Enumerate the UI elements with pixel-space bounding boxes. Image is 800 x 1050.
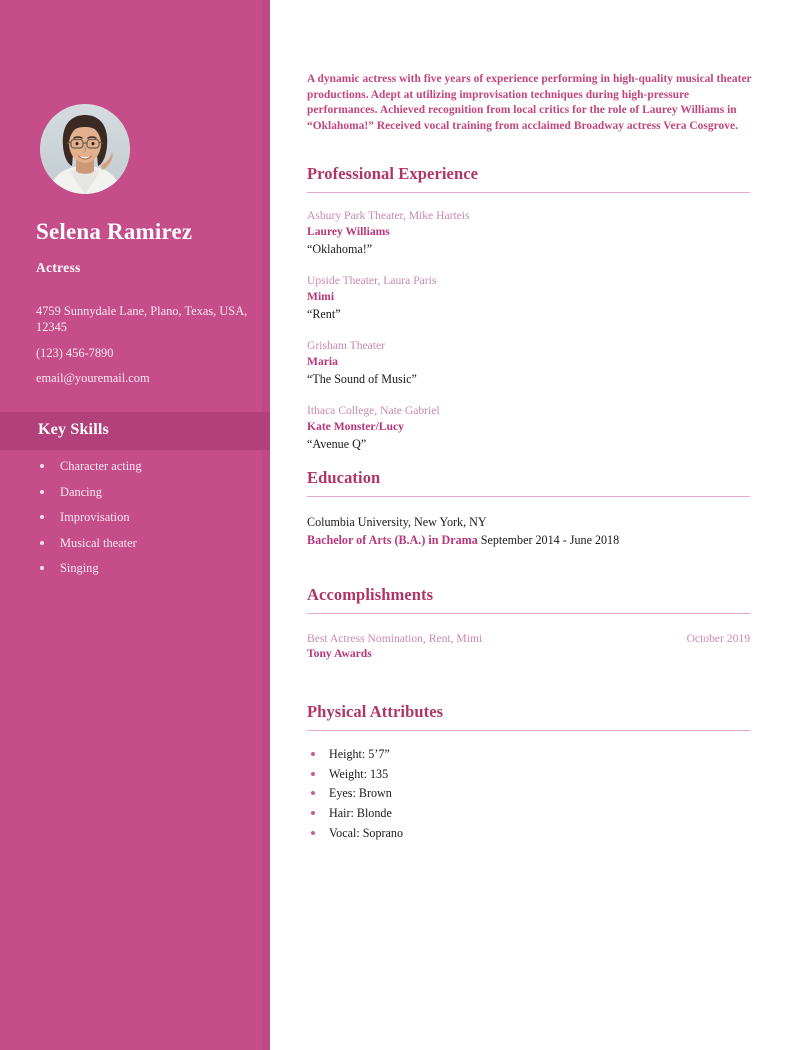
experience-organization: Ithaca College, Nate Gabriel [307, 404, 440, 417]
section-heading: Physical Attributes [307, 702, 444, 721]
section-heading: Accomplishments [307, 585, 434, 604]
contact-email: email@youremail.com [36, 371, 150, 386]
experience-role: Maria [307, 354, 338, 368]
accomplishment-title: Best Actress Nomination, Rent, Mimi [307, 632, 483, 646]
experience-entry [307, 209, 750, 258]
section-professional-experience [307, 165, 750, 453]
experience-production: “Avenue Q” [307, 436, 367, 451]
accomplishment-organization: Tony Awards [307, 647, 372, 661]
experience-production: “Rent” [307, 306, 341, 321]
experience-organization: Upside Theater, Laura Paris [307, 274, 437, 288]
contact-details [36, 303, 251, 387]
list-item: Hair: Blonde [307, 807, 750, 819]
experience-production: “The Sound of Music” [307, 371, 417, 386]
avatar [40, 104, 130, 194]
sidebar-edge-strip [262, 0, 270, 1050]
key-skills-list [38, 460, 253, 588]
profile-photo-icon [40, 104, 130, 194]
list-item: Weight: 135 [307, 768, 750, 780]
experience-organization: Asbury Park Theater, Mike Harteis [307, 209, 470, 223]
accomplishment-entry [307, 631, 750, 663]
section-divider [307, 730, 750, 731]
contact-address: 4759 Sunnydale Lane, Plano, Texas, USA, 12345 [36, 304, 248, 335]
education-degree: Bachelor of Arts (B.A.) in Drama [307, 532, 478, 547]
section-divider [307, 192, 750, 193]
experience-entry [307, 339, 750, 388]
physical-attributes-list [307, 748, 750, 838]
section-divider [307, 613, 750, 614]
job-title: Actress [36, 260, 81, 275]
education-entry [307, 514, 750, 549]
list-item: Eyes: Brown [307, 787, 750, 799]
section-divider [307, 496, 750, 497]
experience-role: Mimi [307, 289, 335, 303]
experience-organization: Grisham Theater [307, 339, 386, 353]
section-physical-attributes [307, 703, 750, 846]
experience-role: Laurey Williams [307, 224, 390, 238]
education-degree-line [307, 532, 750, 550]
experience-production: “Oklahoma!” [307, 241, 373, 256]
list-item: Height: 5’7” [307, 748, 750, 760]
accomplishment-header-row [307, 631, 750, 646]
accomplishment-date: October 2019 [686, 632, 750, 646]
section-heading: Professional Experience [307, 164, 479, 183]
sidebar [0, 0, 270, 1050]
list-item: Musical theater [38, 537, 253, 549]
list-item: Character acting [38, 460, 253, 472]
professional-summary: A dynamic actress with five years of experience performing in high-quality musical theater productions. Adept at utilizing improvisation techniques during high-pressure performances. Achieved recognition from local critics for the role of Laurey Williams in “Oklahoma!” Received vocal training from acclaimed Broadway actress Vera Cosgrove. [307, 73, 752, 133]
full-name: Selena Ramirez [36, 219, 193, 244]
key-skills-heading: Key Skills [38, 421, 109, 438]
experience-entry [307, 404, 750, 453]
contact-phone: (123) 456-7890 [36, 345, 114, 360]
education-school: Columbia University, New York, NY [307, 515, 487, 530]
list-item: Vocal: Soprano [307, 827, 750, 839]
list-item: Dancing [38, 486, 253, 498]
experience-role: Kate Monster/Lucy [307, 419, 404, 433]
section-accomplishments [307, 586, 750, 663]
list-item: Singing [38, 562, 253, 574]
section-education [307, 469, 750, 549]
experience-entry [307, 274, 750, 323]
section-heading: Education [307, 468, 381, 487]
list-item: Improvisation [38, 511, 253, 523]
education-dates: September 2014 - June 2018 [477, 532, 620, 547]
